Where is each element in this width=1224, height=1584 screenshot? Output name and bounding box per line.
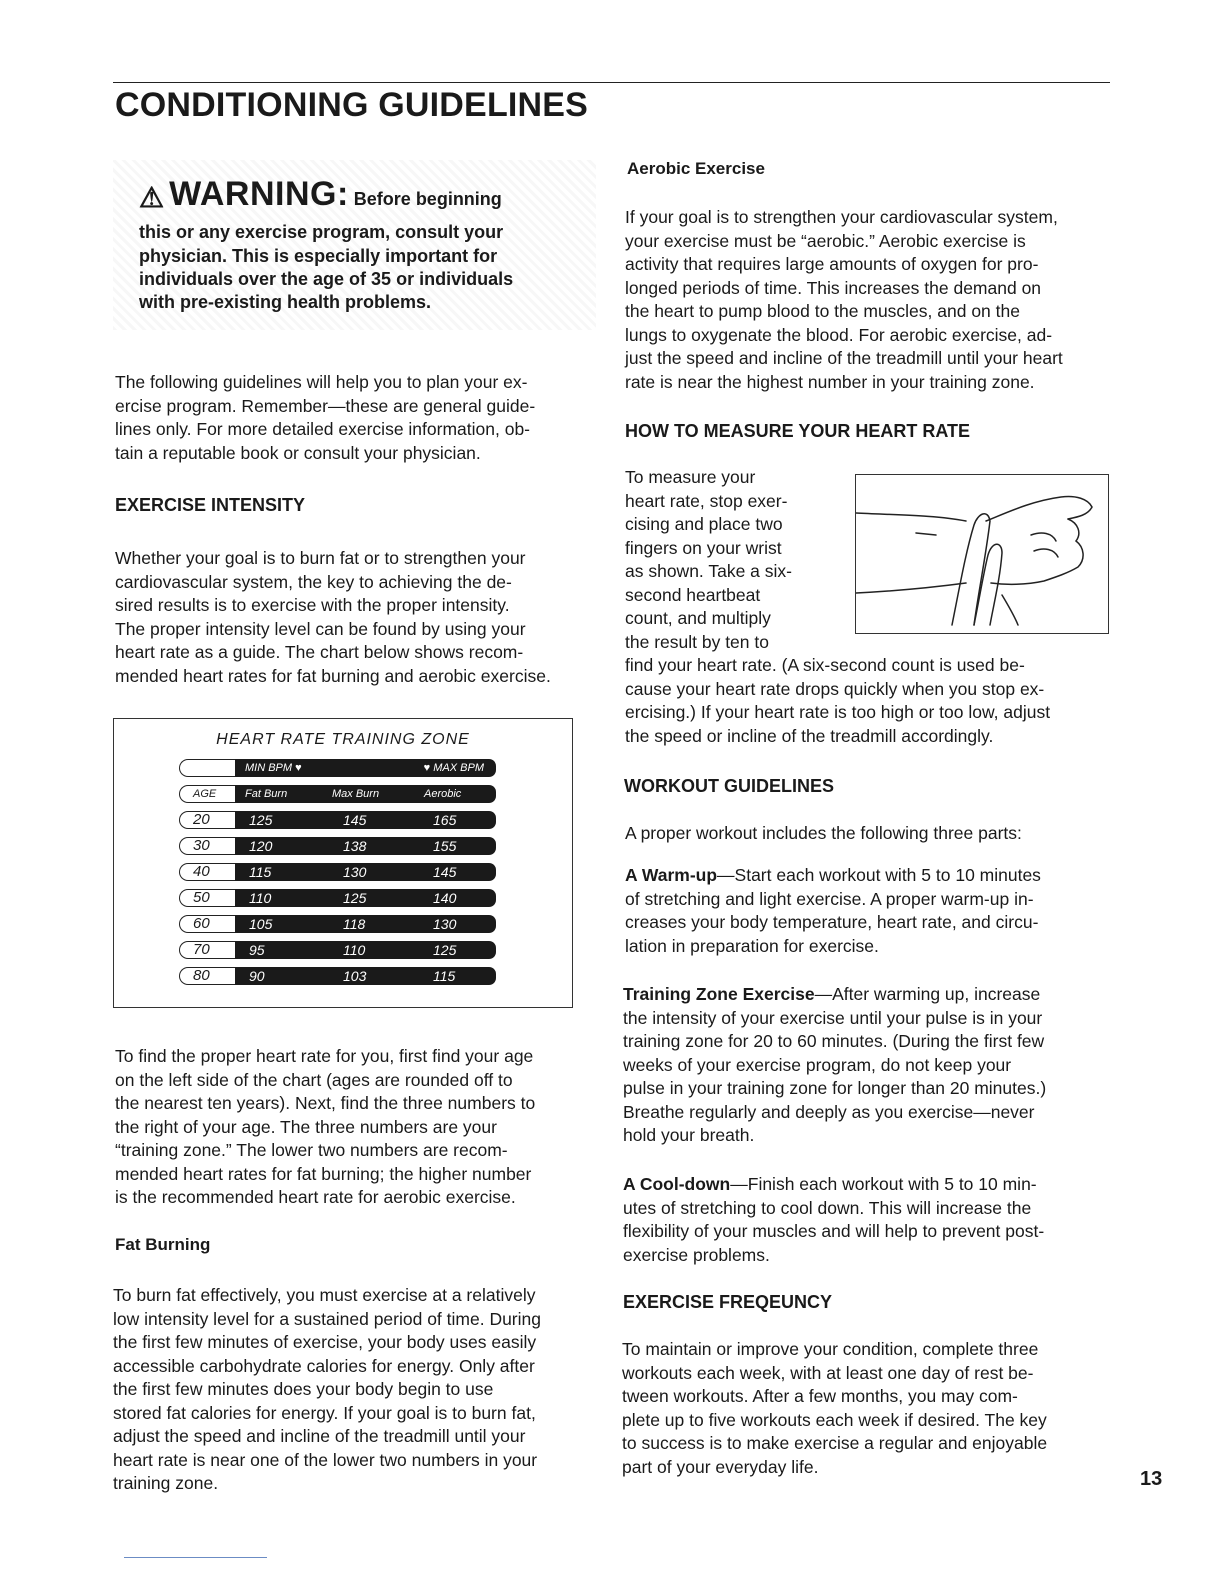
column-header: Max Burn bbox=[332, 788, 380, 800]
text-line: heart rate as a guide. The chart below shows recom- bbox=[115, 642, 524, 662]
text-line: cising and place two bbox=[625, 514, 783, 534]
text-line: “training zone.” The lower two numbers are recom- bbox=[115, 1140, 508, 1160]
text-line: the nearest ten years). Next, find the three numbers to bbox=[115, 1093, 536, 1113]
find-rate-paragraph bbox=[115, 1045, 600, 1210]
aerobic-paragraph bbox=[625, 206, 1115, 394]
title-rule bbox=[113, 82, 1110, 83]
text-line: plete up to five workouts each week if desired. The key bbox=[622, 1409, 1047, 1430]
bpm-value: 103 bbox=[343, 968, 367, 984]
text-line: ercise program. Remember—these are general guide- bbox=[115, 395, 536, 416]
footer-line bbox=[124, 1557, 267, 1558]
measure-heading: HOW TO MEASURE YOUR HEART RATE bbox=[625, 421, 971, 441]
chart-row-bar bbox=[235, 811, 496, 829]
text-line: to success is to make exercise a regular and enjoyable bbox=[622, 1433, 1048, 1453]
bpm-value: 145 bbox=[433, 864, 457, 880]
text-line: mended heart rates for fat burning; the higher number bbox=[115, 1163, 532, 1184]
cooldown-term: A Cool-down bbox=[623, 1174, 731, 1194]
chart-title: HEART RATE TRAINING ZONE bbox=[216, 731, 470, 748]
text-line: mended heart rates for fat burning and aerobic exercise. bbox=[115, 665, 551, 686]
text-line: just the speed and incline of the treadmill until your heart bbox=[625, 348, 1063, 368]
text-line: lungs to oxygenate the blood. For aerobic exercise, ad- bbox=[625, 324, 1053, 345]
warning-heading bbox=[139, 175, 502, 213]
text-line: heart rate, stop exer- bbox=[625, 490, 788, 511]
page-title: CONDITIONING GUIDELINES bbox=[115, 86, 589, 124]
bpm-value: 165 bbox=[433, 812, 457, 828]
bpm-value: 115 bbox=[433, 968, 456, 984]
text-line: The following guidelines will help you to plan your ex- bbox=[115, 372, 528, 392]
age-cell: 40 bbox=[179, 863, 235, 881]
text-line: exercise problems. bbox=[623, 1244, 770, 1265]
text-line: training zone. bbox=[113, 1473, 219, 1493]
text-line: lation in preparation for exercise. bbox=[625, 935, 879, 956]
warmup-paragraph bbox=[625, 864, 1115, 958]
min-bpm-label: MIN BPM ♥ bbox=[245, 762, 302, 774]
text-line: training zone for 20 to 60 minutes. (During the first few bbox=[623, 1031, 1045, 1051]
chart-corner-box bbox=[179, 759, 235, 777]
text-line: To burn fat effectively, you must exercise at a relatively bbox=[113, 1285, 536, 1305]
text-line: adjust the speed and incline of the treadmill until your bbox=[113, 1426, 526, 1446]
text-line: the heart to pump blood to the muscles, and on the bbox=[625, 301, 1020, 321]
column-header: Fat Burn bbox=[245, 788, 288, 800]
text-line: cardiovascular system, the key to achieving the de- bbox=[115, 571, 512, 592]
column-header-bar bbox=[235, 785, 496, 803]
text-line: cause your heart rate drops quickly when you stop ex- bbox=[625, 678, 1045, 699]
bpm-value: 130 bbox=[433, 916, 457, 932]
workout-heading: WORKOUT GUIDELINES bbox=[624, 776, 834, 796]
text-line: utes of stretching to cool down. This will increase the bbox=[623, 1197, 1032, 1218]
bpm-value: 115 bbox=[249, 864, 272, 880]
bpm-value: 110 bbox=[249, 890, 272, 906]
frequency-paragraph bbox=[622, 1338, 1112, 1479]
text-line: To find the proper heart rate for you, first find your age bbox=[115, 1046, 534, 1066]
text-line: —Finish each workout with 5 to 10 min- bbox=[730, 1174, 1037, 1194]
bpm-value: 118 bbox=[343, 916, 366, 932]
age-cell: 80 bbox=[179, 967, 235, 985]
warning-box bbox=[113, 160, 596, 330]
chart-row-bar bbox=[235, 967, 496, 985]
chart-row-bar bbox=[235, 863, 496, 881]
text-line: sired results is to exercise with the proper intensity. bbox=[115, 595, 510, 615]
chart-row-bar bbox=[235, 941, 496, 959]
text-line: tween workouts. After a few months, you may com- bbox=[622, 1386, 1018, 1406]
text-line: To maintain or improve your condition, complete three bbox=[622, 1339, 1039, 1359]
training-term: Training Zone Exercise bbox=[623, 984, 815, 1004]
text-line: low intensity level for a sustained period of time. During bbox=[113, 1308, 541, 1329]
text-line: Whether your goal is to burn fat or to strengthen your bbox=[115, 548, 526, 568]
bpm-value: 125 bbox=[433, 942, 457, 958]
text-line: —After warming up, increase bbox=[814, 984, 1041, 1004]
text-line: of stretching and light exercise. A proper warm-up in- bbox=[625, 888, 1034, 909]
text-line: the intensity of your exercise until your pulse is in your bbox=[623, 1007, 1043, 1028]
chart-row-bar bbox=[235, 837, 496, 855]
wrist-pulse-icon bbox=[856, 475, 1108, 633]
intensity-paragraph bbox=[115, 547, 600, 688]
text-line: weeks of your exercise program, do not keep your bbox=[623, 1054, 1012, 1075]
cooldown-paragraph bbox=[623, 1173, 1113, 1267]
text-line: the right of your age. The three numbers are your bbox=[115, 1116, 497, 1137]
chart-row-bar bbox=[235, 915, 496, 933]
text-line: is the recommended heart rate for aerobic exercise. bbox=[115, 1187, 516, 1207]
bpm-value: 145 bbox=[343, 812, 367, 828]
warning-line: individuals over the age of 35 or individuals bbox=[139, 269, 514, 289]
measure-long-paragraph bbox=[625, 654, 1115, 748]
age-cell: 50 bbox=[179, 889, 235, 907]
text-line: your exercise must be “aerobic.” Aerobic exercise is bbox=[625, 230, 1026, 251]
age-cell: 20 bbox=[179, 811, 235, 829]
text-line: To measure your bbox=[625, 467, 756, 487]
age-cell: 30 bbox=[179, 837, 235, 855]
text-line: the first few minutes of exercise, your body uses easily bbox=[113, 1332, 537, 1352]
text-line: rate is near the highest number in your training zone. bbox=[625, 371, 1035, 392]
bpm-value: 140 bbox=[433, 890, 457, 906]
text-line: tain a reputable book or consult your physician. bbox=[115, 442, 481, 463]
frequency-heading: EXERCISE FREQEUNCY bbox=[623, 1292, 833, 1312]
warning-line: with pre-existing health problems. bbox=[139, 292, 432, 312]
text-line: stored fat calories for energy. If your goal is to burn fat, bbox=[113, 1402, 536, 1423]
aerobic-heading: Aerobic Exercise bbox=[627, 159, 765, 178]
text-line: activity that requires large amounts of oxygen for pro- bbox=[625, 254, 1039, 274]
text-line: longed periods of time. This increases the demand on bbox=[625, 277, 1042, 298]
workout-intro: A proper workout includes the following three parts: bbox=[625, 823, 1022, 843]
measure-short-paragraph bbox=[625, 466, 850, 654]
text-line: on the left side of the chart (ages are rounded off to bbox=[115, 1069, 513, 1090]
bpm-header-bar bbox=[235, 759, 496, 777]
text-line: lines only. For more detailed exercise information, ob- bbox=[115, 419, 531, 439]
chart-row-bar bbox=[235, 889, 496, 907]
text-line: find your heart rate. (A six-second count is used be- bbox=[625, 655, 1025, 675]
bpm-value: 105 bbox=[249, 916, 273, 932]
text-line: creases your body temperature, heart rate, and circu- bbox=[625, 912, 1039, 932]
text-line: the first few minutes does your body begin to use bbox=[113, 1379, 494, 1399]
age-cell: 70 bbox=[179, 941, 235, 959]
bpm-value: 120 bbox=[249, 838, 273, 854]
wrist-pulse-illustration bbox=[855, 474, 1109, 634]
bpm-value: 130 bbox=[343, 864, 367, 880]
bpm-value: 138 bbox=[343, 838, 367, 854]
text-line: —Start each workout with 5 to 10 minutes bbox=[717, 865, 1041, 885]
text-line: hold your breath. bbox=[623, 1125, 755, 1145]
text-line: flexibility of your muscles and will help to prevent post- bbox=[623, 1221, 1045, 1241]
fat-burning-paragraph bbox=[113, 1284, 598, 1496]
text-line: heart rate is near one of the lower two numbers in your bbox=[113, 1449, 538, 1470]
warning-triangle-icon: ⚠ bbox=[139, 182, 165, 213]
text-line: pulse in your training zone for longer than 20 minutes.) bbox=[623, 1078, 1047, 1098]
warning-word: WARNING: bbox=[169, 175, 349, 213]
text-line: the speed or incline of the treadmill accordingly. bbox=[625, 725, 994, 746]
fat-burning-heading: Fat Burning bbox=[115, 1235, 211, 1254]
text-line: second heartbeat bbox=[625, 584, 761, 605]
text-line: part of your everyday life. bbox=[622, 1456, 819, 1477]
text-line: as shown. Take a six- bbox=[625, 561, 792, 581]
column-header: Aerobic bbox=[424, 788, 462, 800]
bpm-value: 110 bbox=[343, 942, 366, 958]
text-line: Breathe regularly and deeply as you exercise—never bbox=[623, 1101, 1035, 1122]
bpm-value: 155 bbox=[433, 838, 457, 854]
bpm-value: 125 bbox=[249, 812, 273, 828]
text-line: workouts each week, with at least one day of rest be- bbox=[622, 1362, 1034, 1383]
warning-lead: Before beginning bbox=[353, 189, 502, 209]
text-line: ercising.) If your heart rate is too high or too low, adjust bbox=[625, 702, 1051, 722]
warning-line: this or any exercise program, consult your bbox=[139, 222, 504, 242]
page-number: 13 bbox=[1140, 1468, 1163, 1490]
training-zone-paragraph bbox=[623, 983, 1113, 1148]
warmup-term: A Warm-up bbox=[625, 865, 718, 885]
max-bpm-label: ♥ MAX BPM bbox=[423, 762, 484, 774]
age-cell: 60 bbox=[179, 915, 235, 933]
bpm-value: 95 bbox=[249, 942, 265, 958]
text-line: the result by ten to bbox=[625, 631, 769, 652]
bpm-value: 125 bbox=[343, 890, 367, 906]
exercise-intensity-heading: EXERCISE INTENSITY bbox=[115, 495, 306, 515]
text-line: fingers on your wrist bbox=[625, 537, 782, 558]
text-line: accessible carbohydrate calories for energy. Only after bbox=[113, 1355, 535, 1376]
text-line: count, and multiply bbox=[625, 608, 771, 628]
age-label: AGE bbox=[179, 785, 235, 803]
bpm-value: 90 bbox=[249, 968, 265, 984]
text-line: If your goal is to strengthen your cardiovascular system, bbox=[625, 207, 1058, 227]
intro-paragraph bbox=[115, 371, 595, 465]
heart-rate-chart bbox=[113, 718, 573, 1008]
text-line: The proper intensity level can be found by using your bbox=[115, 618, 526, 639]
warning-line: physician. This is especially important for bbox=[139, 246, 498, 266]
